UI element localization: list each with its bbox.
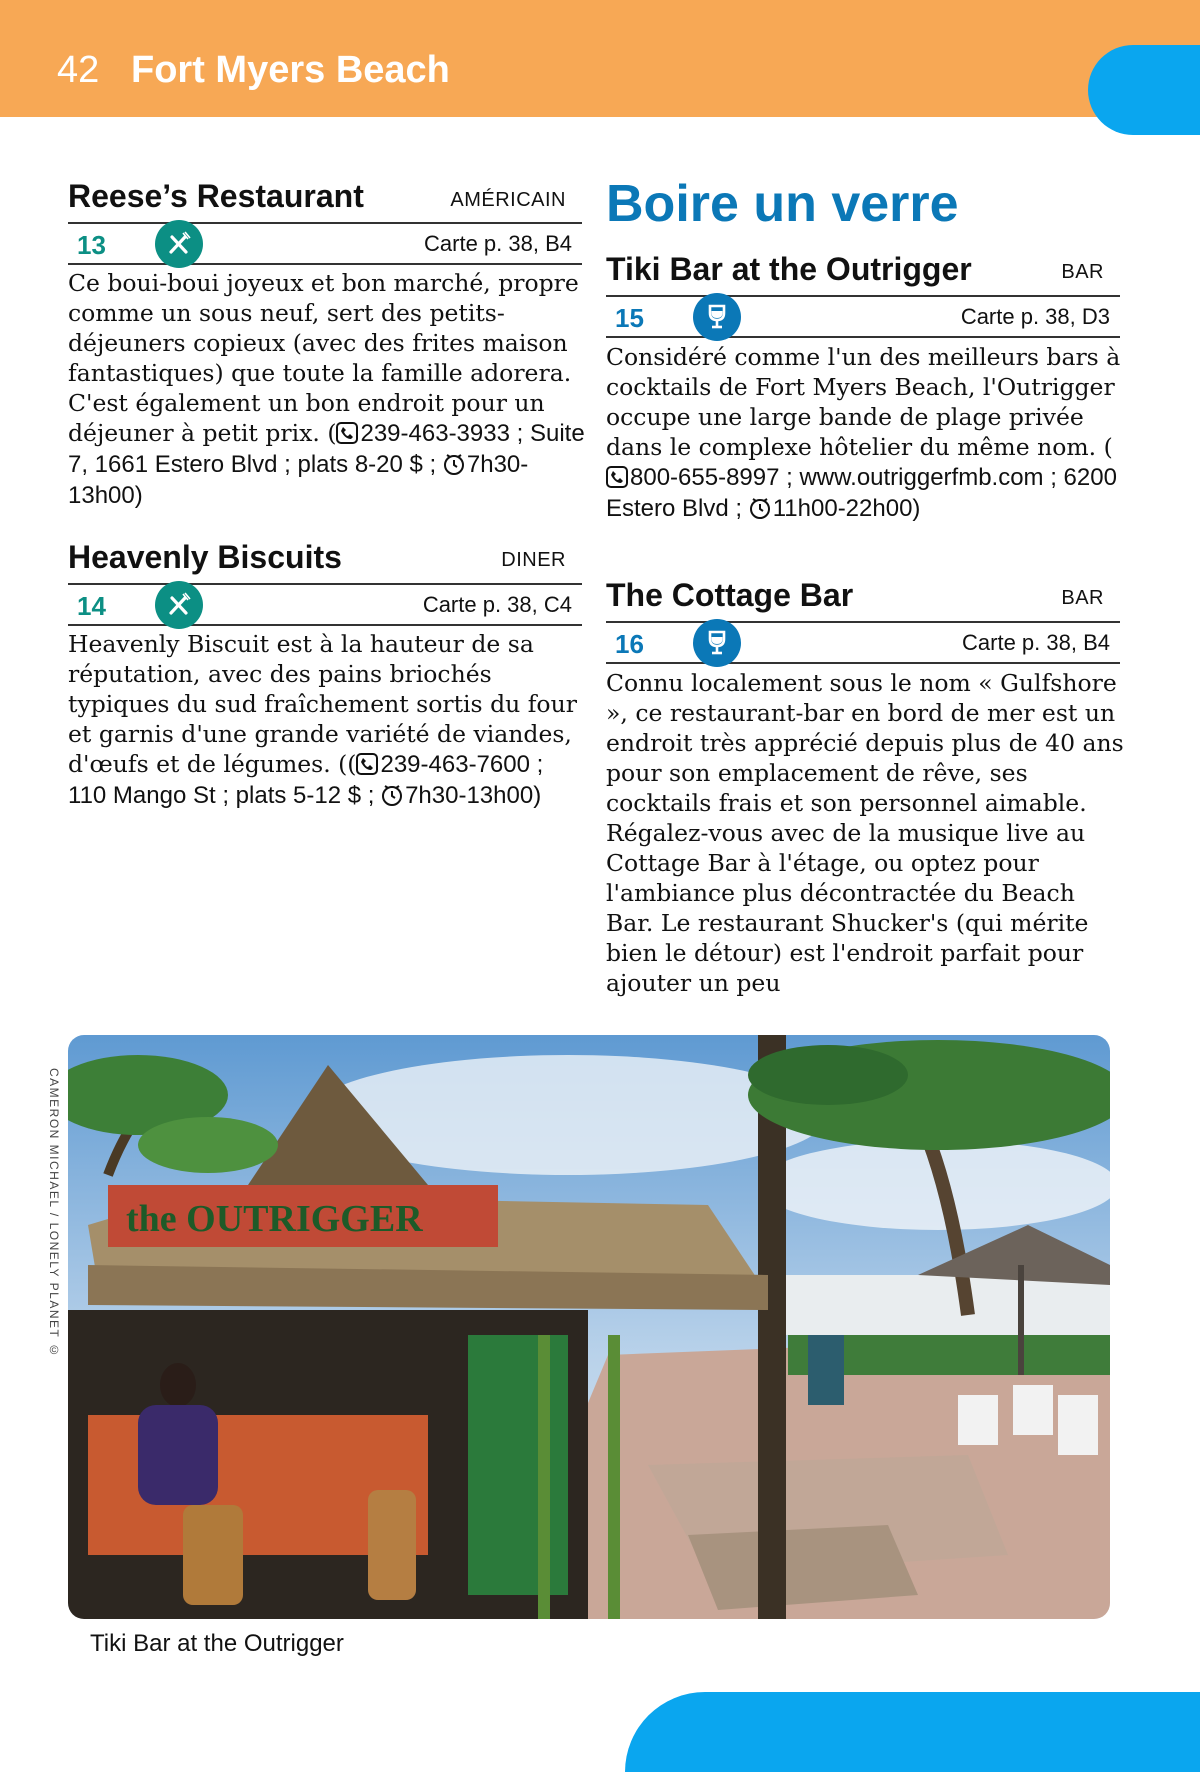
entry-title: Heavenly Biscuits	[68, 539, 342, 575]
photo-caption: Tiki Bar at the Outrigger	[90, 1630, 344, 1657]
phone-icon	[606, 466, 628, 488]
map-reference: Carte p. 38, C4	[422, 592, 572, 617]
divider	[606, 336, 1120, 338]
listing-number: 13	[77, 230, 106, 260]
divider	[68, 624, 582, 626]
page-header	[0, 0, 1200, 117]
phone-number[interactable]: 800-655-8997	[630, 464, 780, 491]
entry-description: Connu localement sous le nom « Gulfshore », ce restaurant-bar en bord de mer est un endroit très apprécié depuis plus de 40 ans pour son emplacement de rêve, ses cocktails frais et son personnel aimable. Régalez-vous avec de la musique live au Cottage Bar à l'étage, ou optez pour l'ambiance plus décontractée du Beach Bar. Le restaurant Shucker's (qui mérite bien le détour) est l'endroit parfait pour ajouter un peu	[606, 669, 1124, 997]
phone-number[interactable]: 239-463-7600	[380, 751, 530, 778]
divider	[606, 621, 1120, 623]
divider	[606, 295, 1120, 297]
map-reference: Carte p. 38, D3	[960, 304, 1110, 329]
phone-number[interactable]: 239-463-3933	[360, 420, 510, 447]
entry-description: Ce boui-boui joyeux et bon marché, propre comme un sous neuf, sert des petits-déjeuners copieux (avec des frites maison fantastiques) que toute la famille adorera. C'est également un bon endroit pour un déjeuner à petit prix. ( 239-463-3933 ; Suite 7, 1661 Estero Blvd ; plats 8-20 $ ; 7h30-13h00)	[68, 269, 585, 509]
chapter-title: Fort Myers Beach	[131, 49, 450, 91]
entry-type: AMÉRICAIN	[450, 189, 566, 211]
cutlery-icon	[155, 220, 203, 268]
divider	[68, 263, 582, 265]
entry-title: Reese’s Restaurant	[68, 178, 364, 214]
listing-number: 14	[77, 591, 106, 621]
clock-icon	[443, 453, 465, 475]
divider	[68, 222, 582, 224]
entry-description: Considéré comme l'un des meilleurs bars à cocktails de Fort Myers Beach, l'Outrigger occupe une large bande de plage privée dans le complexe hôtelier du même nom. (800-655-8997 ; www.outriggerfmb.com ; 6200 Estero Blvd ; 11h00-22h00)	[606, 343, 1121, 522]
listing-number: 15	[615, 303, 644, 333]
entry-type: BAR	[1061, 587, 1104, 609]
clock-icon	[749, 497, 771, 519]
page-number: 42	[57, 49, 100, 91]
map-reference: Carte p. 38, B4	[424, 231, 572, 256]
phone-icon	[336, 422, 358, 444]
chapter-tab	[625, 1692, 1200, 1772]
section-title: Boire un verre	[606, 175, 959, 233]
entry-type: DINER	[501, 549, 566, 571]
outrigger-sign: the OUTRIGGER	[126, 1198, 423, 1240]
entry-title: Tiki Bar at the Outrigger	[606, 251, 972, 287]
wine-glass-icon	[693, 619, 741, 667]
photo-credit: CAMERON MICHAEL / LONELY PLANET ©	[47, 1068, 61, 1359]
entry-type: BAR	[1061, 261, 1104, 283]
map-reference: Carte p. 38, B4	[962, 630, 1110, 655]
divider	[606, 662, 1120, 664]
cutlery-icon	[155, 581, 203, 629]
wine-glass-icon	[693, 293, 741, 341]
phone-icon	[356, 753, 378, 775]
entry-title: The Cottage Bar	[606, 577, 854, 613]
clock-icon	[381, 784, 403, 806]
chapter-tab	[1088, 45, 1200, 135]
entry-description: Heavenly Biscuit est à la hauteur de sa réputation, avec des pains briochés typiques du sud fraîchement sortis du four et garnis d'une grande variété de viandes, d'œufs et de légumes. (( 239-463-7600 ; 110 Mango St ; plats 5-12 $ ; 7h30-13h00)	[68, 630, 577, 809]
divider	[68, 583, 582, 585]
listing-number: 16	[615, 629, 644, 659]
photo	[68, 1035, 1110, 1619]
